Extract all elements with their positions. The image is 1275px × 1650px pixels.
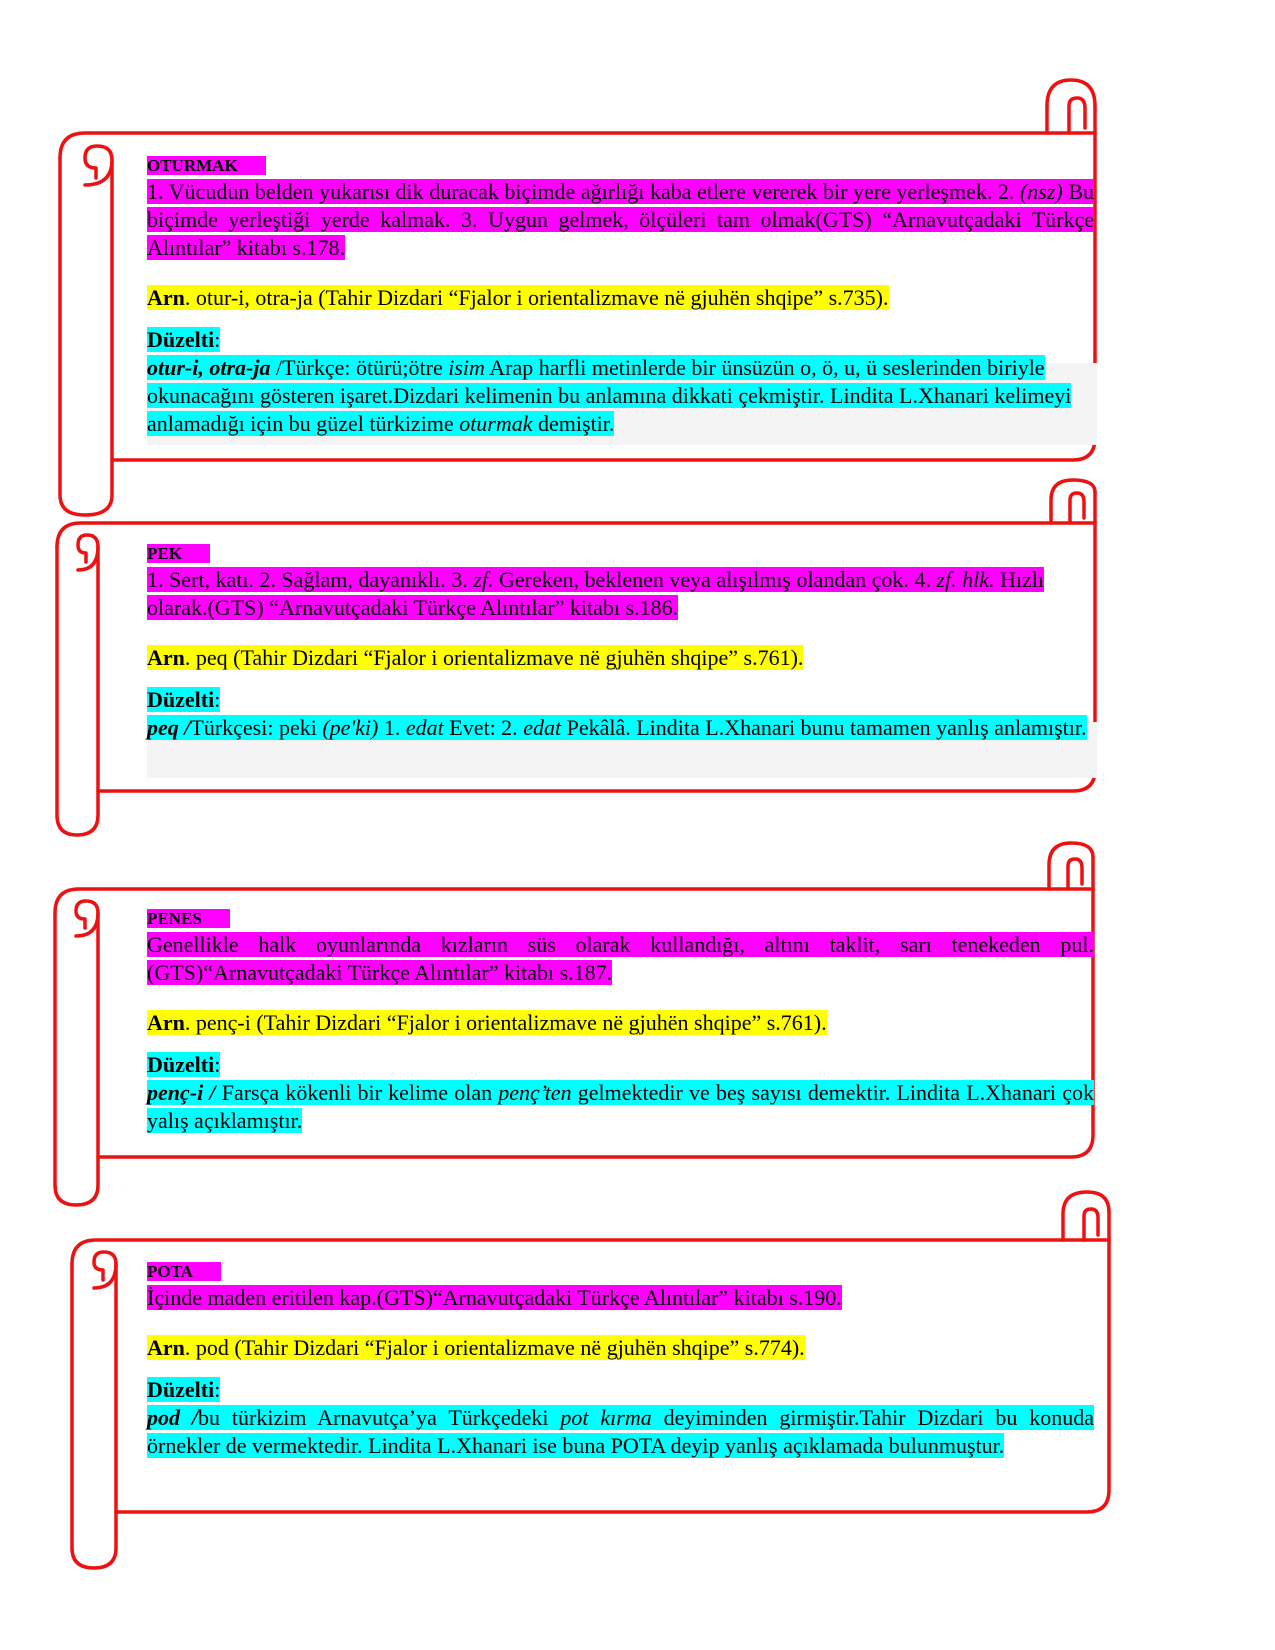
duzelti-text: pod /bu türkizim Arnavutça’ya Türkçedeki pot kırma deyiminden girmiştir.Tahir Dizdari bu konuda örnekler de vermektedir. Lindita L.Xhanari ise buna POTA deyip yanlış açıklamada bulunmuştur.: [147, 1405, 1094, 1458]
headword: PEK: [147, 544, 210, 563]
duzelti-heading: Düzelti:: [147, 327, 221, 352]
arn-line: Arn. otur-i, otra-ja (Tahir Dizdari “Fjalor i orientalizmave në gjuhën shqipe” s.735).: [147, 285, 889, 310]
entry-oturmak: [147, 150, 1094, 438]
duzelti-text: otur-i, otra-ja /Türkçe: ötürü;ötre isim Arap harfli metinlerde bir ünsüzün o, ö, u, ü seslerinden biriyle okunacağını gösteren işaret.Dizdari kelimenin bu anlamına dikkati çekmiştir. Lindita L.Xhanari kelimeyi anlamadığı için bu güzel türkizime oturmak demiştir.: [147, 355, 1072, 436]
arn-line: Arn. peq (Tahir Dizdari “Fjalor i orientalizmave në gjuhën shqipe” s.761).: [147, 645, 804, 670]
definition: 1. Vücudun belden yukarısı dik duracak biçimde ağırlığı kaba etlere vererek bir yere yerleşmek. 2. (nsz) Bu biçimde yerleştiği yerde kalmak. 3. Uygun gelmek, ölçüleri tam olmak(GTS) “Arnavutçadaki Türkçe Alıntılar” kitabı s.178.: [147, 179, 1095, 260]
duzelti-heading: Düzelti:: [147, 687, 221, 712]
entry-pota: [147, 1256, 1094, 1460]
entry-pek: [147, 538, 1094, 742]
duzelti-text: penç-i / Farsça kökenli bir kelime olan penç’ten gelmektedir ve beş sayısı demektir. Lindita L.Xhanari çok yalış açıklamıştır.: [147, 1080, 1094, 1133]
definition: 1. Sert, katı. 2. Sağlam, dayanıklı. 3. zf. Gereken, beklenen veya alışılmış olandan çok. 4. zf. hlk. Hızlı olarak.(GTS) “Arnavutçadaki Türkçe Alıntılar” kitabı s.186.: [147, 567, 1044, 620]
duzelti-text: peq /Türkçesi: peki (pe'ki) 1. edat Evet: 2. edat Pekâlâ. Lindita L.Xhanari bunu tamamen yanlış anlamıştır.: [147, 715, 1087, 740]
definition: Genellikle halk oyunlarında kızların süs olarak kullandığı, altını taklit, sarı tenekeden pul.(GTS)“Arnavutçadaki Türkçe Alıntılar” kitabı s.187.: [147, 932, 1094, 985]
duzelti-heading: Düzelti:: [147, 1377, 221, 1402]
duzelti-heading: Düzelti:: [147, 1052, 221, 1077]
headword: PENES: [147, 909, 230, 928]
arn-line: Arn. pod (Tahir Dizdari “Fjalor i orientalizmave në gjuhën shqipe” s.774).: [147, 1335, 805, 1360]
definition: İçinde maden eritilen kap.(GTS)“Arnavutçadaki Türkçe Alıntılar” kitabı s.190.: [147, 1285, 842, 1310]
entry-penes: [147, 903, 1094, 1135]
headword: OTURMAK: [147, 156, 266, 175]
arn-line: Arn. penç-i (Tahir Dizdari “Fjalor i orientalizmave në gjuhën shqipe” s.761).: [147, 1010, 827, 1035]
headword: POTA: [147, 1262, 221, 1281]
